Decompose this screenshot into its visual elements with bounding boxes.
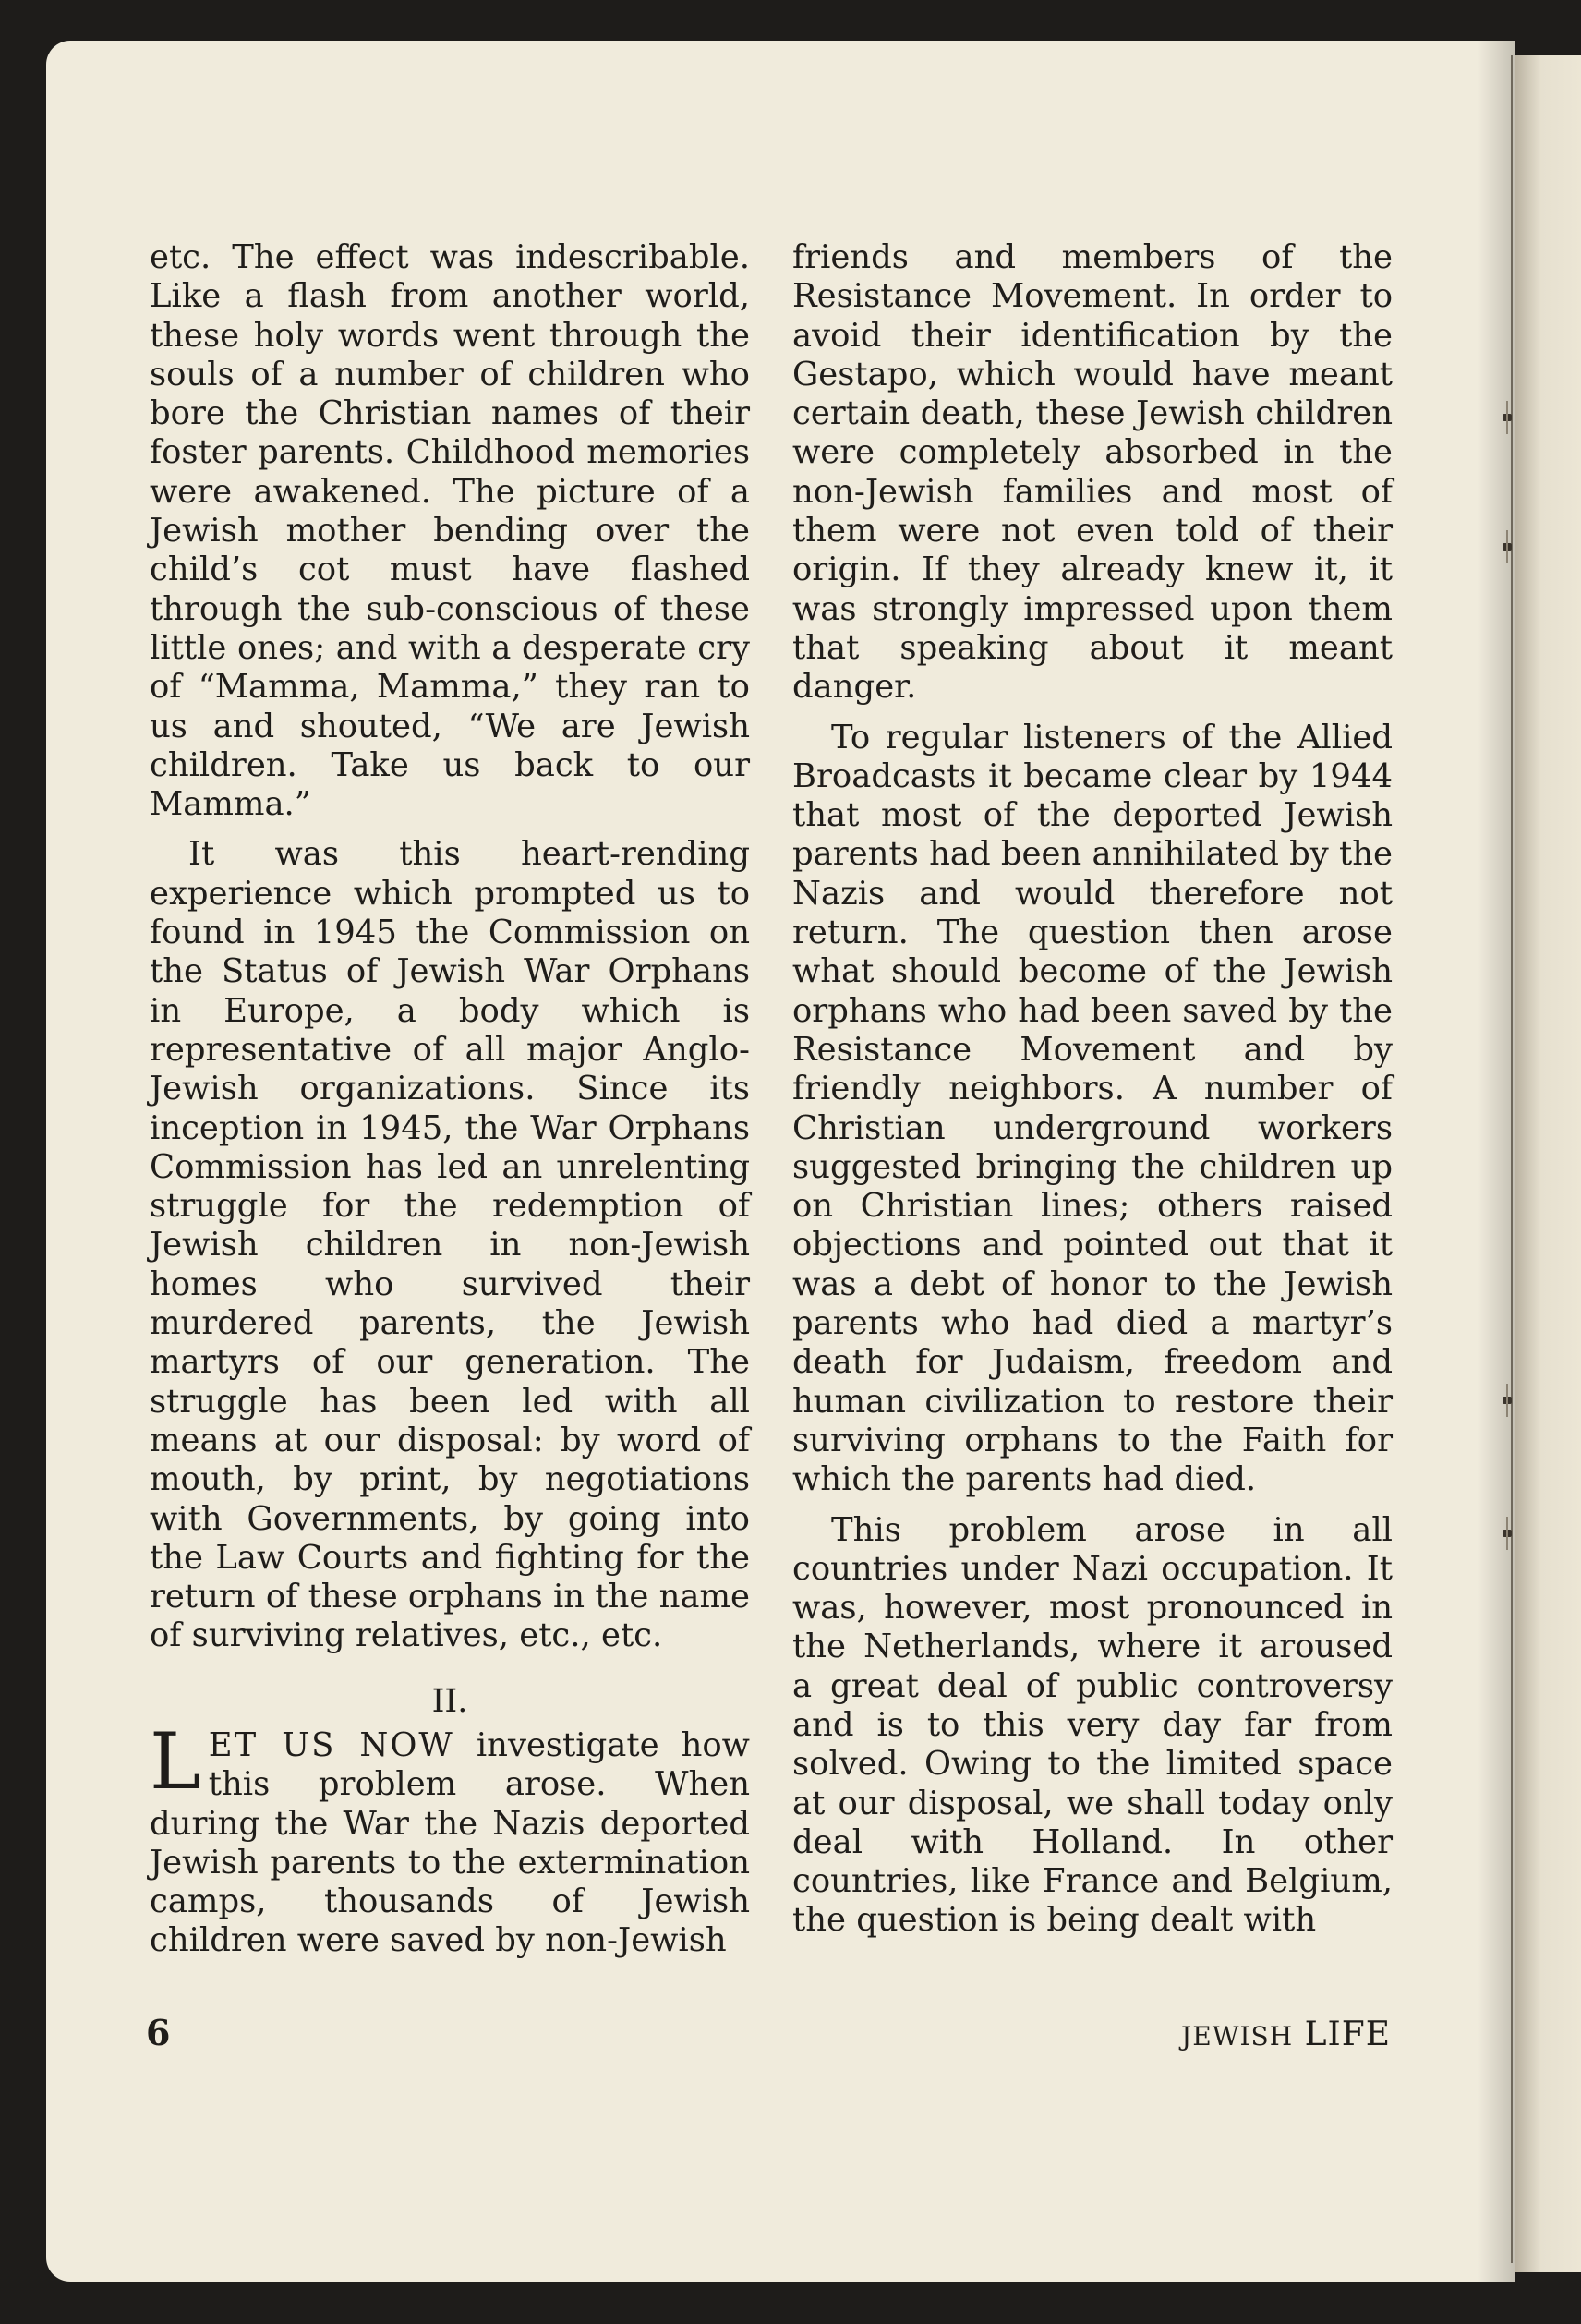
- right-paragraph-3: This problem arose in all countries under Nazi occupation. It was, however, most pronounced in the Netherlands, where it aroused a great deal of public controversy and is to this very day far from solved. Owing to the limited space at our disposal, we shall today only deal with Holland. In other countries, like France and Belgium, the question is being dealt with: [792, 1510, 1393, 1940]
- running-head: [1141, 2015, 1391, 2053]
- lead-in-caps: ET US NOW: [208, 1725, 454, 1764]
- spine-shadow: [1478, 41, 1515, 2282]
- right-paragraph-1: friends and members of the Resistance Movement. In order to avoid their identification by the Gestapo, which would have meant certain death, these Jewish children were completely absorbed in the non-Jewish families and most of them were not even told of their origin. If they already knew it, it was strongly impressed upon them that speaking about it meant danger.: [792, 238, 1393, 707]
- running-head-jewish: JEWISH: [1181, 2021, 1294, 2052]
- facing-page-edge: [1515, 55, 1581, 2272]
- left-paragraph-3-text: investigate how this problem arose. When during the War the Nazis deported Jewish parents to the extermination camps, thousands of Jewish children were saved by non-Jewish: [150, 1725, 750, 1960]
- spine-fold: [1511, 55, 1513, 2263]
- drop-cap: L: [150, 1715, 201, 1807]
- left-paragraph-2: It was this heart-rending experience which prompted us to found in 1945 the Commission on the Status of Jewish War Orphans in Europe, a body which is representative of all major Anglo-Jewish organizations. Since its inception in 1945, the War Orphans Commission has led an unrelenting struggle for the redemption of Jewish children in non-Jewish homes who survived their murdered parents, the Jewish martyrs of our generation. The struggle has been led with all means at our disposal: by word of mouth, by print, by negotiations with Governments, by going into the Law Courts and fighting for the return of these orphans in the name of surviving relatives, etc., etc.: [150, 835, 750, 1655]
- binding-stitch: [1503, 543, 1512, 551]
- running-head-life: LIFE: [1304, 2015, 1391, 2053]
- left-paragraph-1: etc. The effect was indescribable. Like a flash from another world, these holy words went through the souls of a number of children who bore the Christian names of their foster parents. Childhood memories were awakened. The picture of a Jewish mother bending over the child’s cot must have flashed through the sub-conscious of these little ones; and with a desperate cry of “Mamma, Mamma,” they ran to us and shouted, “We are Jewish children. Take us back to our Mamma.”: [150, 238, 750, 824]
- right-text-column: [792, 238, 1393, 1941]
- binding-stitch: [1503, 1530, 1512, 1537]
- left-text-column: [150, 238, 750, 1961]
- left-paragraph-3: [150, 1715, 750, 1961]
- binding-stitch: [1503, 414, 1512, 421]
- binding-stitch: [1503, 1397, 1512, 1404]
- page-number: 6: [146, 2012, 171, 2053]
- right-paragraph-2: To regular listeners of the Allied Broadcasts it became clear by 1944 that most of the deported Jewish parents had been annihilated by the Nazis and would therefore not return. The question then arose what should become of the Jewish orphans who had been saved by the Resistance Movement and by friendly neighbors. A number of Christian underground workers suggested bringing the children up on Christian lines; others raised objections and pointed out that it was a debt of honor to the Jewish parents who had died a martyr’s death for Judaism, freedom and human civilization to restore their surviving orphans to the Faith for which the parents had died.: [792, 718, 1393, 1499]
- section-number: II.: [431, 1682, 468, 1720]
